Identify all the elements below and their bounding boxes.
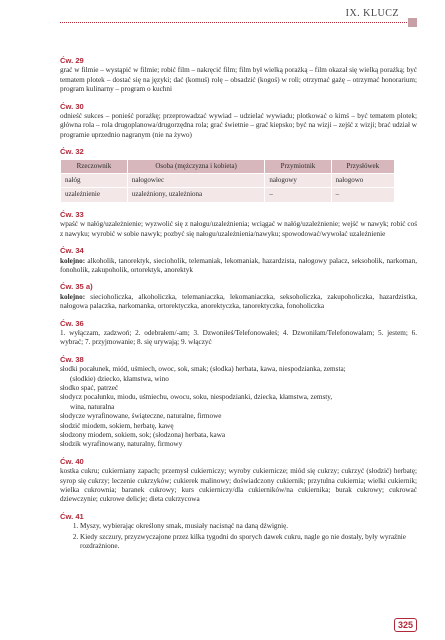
header-divider: [60, 22, 417, 23]
column-header: Osoba (mężczyzna i kobieta): [127, 159, 264, 173]
exercise-answer: odnieść sukces – ponieść porażkę; przeprowadzać wywiad – udzielać wywiadu; plotkować o kimś – być tematem plotek; główna rola – rola drugoplanowa/drugorzędna rola; grać świetnie – grać kiepsko; być na wizji – zejść z wizji; brać udział w programie uprzednio nagranym (nie na żywo): [60, 112, 417, 139]
lead-word: kolejno:: [60, 292, 86, 301]
exercise-title: Ćw. 34: [60, 246, 84, 256]
exercise-title: Ćw. 36: [60, 318, 84, 328]
answer-line: wina, naturalna: [70, 402, 115, 411]
lead-word: kolejno:: [60, 256, 86, 265]
answer-line: (słodkie) dziecko, kłamstwa, wino: [70, 374, 169, 383]
table-row: [61, 174, 395, 188]
table-cell: nałogowy: [265, 174, 331, 188]
exercise-title: Ćw. 30: [60, 101, 84, 111]
exercise-35: [60, 282, 417, 311]
answer-list: [60, 522, 417, 551]
exercise-title: Ćw. 32: [60, 147, 84, 157]
table-cell: –: [265, 188, 331, 202]
answer-line: słodko spać, patrzeć: [60, 383, 119, 392]
column-header: Przysłówek: [331, 159, 394, 173]
list-item: 2. Kiedy szczury, przyzwyczajone przez kilka tygodni do sporych dawek cukru, nagle go nie dostały, były wyraźnie rozdrażnione.: [80, 533, 417, 552]
answer-line: słodki pocałunek, miód, uśmiech, owoc, sok, smak; (słodka) herbata, kawa, niespodzianka, zemsta;: [60, 365, 346, 374]
table-cell: –: [331, 188, 394, 202]
chapter-title: IX. KLUCZ: [345, 8, 399, 19]
column-header: Rzeczownik: [61, 159, 128, 173]
exercise-29: [60, 56, 417, 95]
exercise-answer: 1. wyłączam, zadzwoń; 2. odebrałem/-am; 3. Dzwoniłeś/Telefonowałeś; 4. Dzwoniłam/Telefonowałam; 5. jestem; 6. wybrać; 7. przyjmowanie; 8. się urywają; 9. włączyć: [60, 328, 417, 347]
table-cell: nałogowo: [331, 174, 394, 188]
answer-line: słodycz pocałunku, miodu, uśmiechu, owocu, soku, niespodzianki, dziecka, kłamstwa, zemsty,: [60, 393, 333, 402]
page-corner-mark: [408, 18, 417, 27]
table-cell: nałogowiec: [127, 174, 264, 188]
answer-line: słodzony miodem, sokiem, sok; (słodzona) herbata, kawa: [60, 431, 226, 439]
exercise-answer: [60, 257, 417, 276]
answer-text: alkoholik, tanorektyk, siecioholik, telemaniak, lekomaniak, hazardzista, nałogowy palacz, seksoholik, narkoman, fonoholik, zakupoholik, ortorektyk, anorektyk: [60, 256, 417, 274]
table-cell: nałóg: [61, 174, 128, 188]
exercise-41: [60, 512, 417, 552]
word-forms-table: [60, 159, 395, 203]
table-cell: uzależniony, uzależniona: [127, 188, 264, 202]
table-cell: uzależnienie: [61, 188, 128, 202]
page-number: 325: [394, 618, 417, 632]
exercise-title: Ćw. 29: [60, 56, 84, 65]
exercise-title: Ćw. 40: [60, 456, 84, 466]
exercise-40: [60, 457, 417, 505]
exercise-30: [60, 102, 417, 141]
table-header-row: [61, 159, 395, 173]
exercise-answer: wpaść w nałóg/uzależnienie; wyzwolić się z nałogu/uzależnienia; wciągać w nałóg/uzależnienie; wejść w nawyk; robić coś z nawyku; wyrobić w sobie nawyk; pozbyć się nałogu/uzależnienia/nawyku; spowodować/wywołać uzależnienie: [60, 220, 417, 238]
list-item: 1. Myszy, wybierając określony smak, musiały nacisnąć na daną dźwignię.: [80, 522, 417, 531]
exercise-answer: [60, 293, 417, 312]
answer-line: słodycze wyrafinowane, świąteczne, naturalne, firmowe: [60, 412, 222, 421]
column-header: Przymiotnik: [265, 159, 331, 173]
table-row: [61, 188, 395, 202]
exercise-32: [60, 147, 417, 203]
answer-line: słodzik wyrafinowany, naturalny, firmowy: [60, 440, 183, 449]
exercise-33: [60, 210, 417, 239]
exercise-title: Ćw. 33: [60, 209, 84, 219]
exercise-34: [60, 246, 417, 275]
exercise-title: Ćw. 41: [60, 511, 84, 521]
exercise-answer: grać w filmie – wystąpić w filmie; robić film – nakręcić film; film był wielką porażką – film okazał się wielką porażką; być tematem plotek – dostać się na języki; dać (komuś) rolę – obsadzić (kogoś) w roli; otrzymać gażę – otrzymać honorarium; program kulinarny – program o kuchni: [60, 66, 417, 94]
answer-text: siecioholiczka, alkoholiczka, telemaniaczka, lekomaniaczka, seksoholiczka, zakupoholiczka, hazardzistka, nałogowa palaczka, narkomanka, ortorektyczka, anorektyczka, tanorektyczka, fonoholiczka: [60, 292, 417, 311]
exercise-answer: kostka cukru; cukierniany zapach; przemysł cukierniczy; wyroby cukiernicze; miód się cukrzy; cukrzyć (słodzić) herbatę; syrop się cukrzy; leczenie cukrzyków; cukierek malinowy; doświadczony cukiernik; przytulna cukiernia; wielki cukiernik; wielka cukrownia; baranek cukrowy; kurs cukierniczy/dla cukierników/na cukiernika; burak cukrowy; cukrować dziewczynie; cukrowe delicje; dieta cukrzycowa: [60, 467, 417, 504]
answer-key-content: [60, 56, 417, 558]
exercise-36: [60, 319, 417, 348]
exercise-title: Ćw. 38: [60, 354, 84, 364]
exercise-38: [60, 355, 417, 450]
exercise-title: Ćw. 35 a): [60, 282, 93, 292]
answer-line: słodzić miodem, sokiem, herbatę, kawę: [60, 421, 174, 430]
